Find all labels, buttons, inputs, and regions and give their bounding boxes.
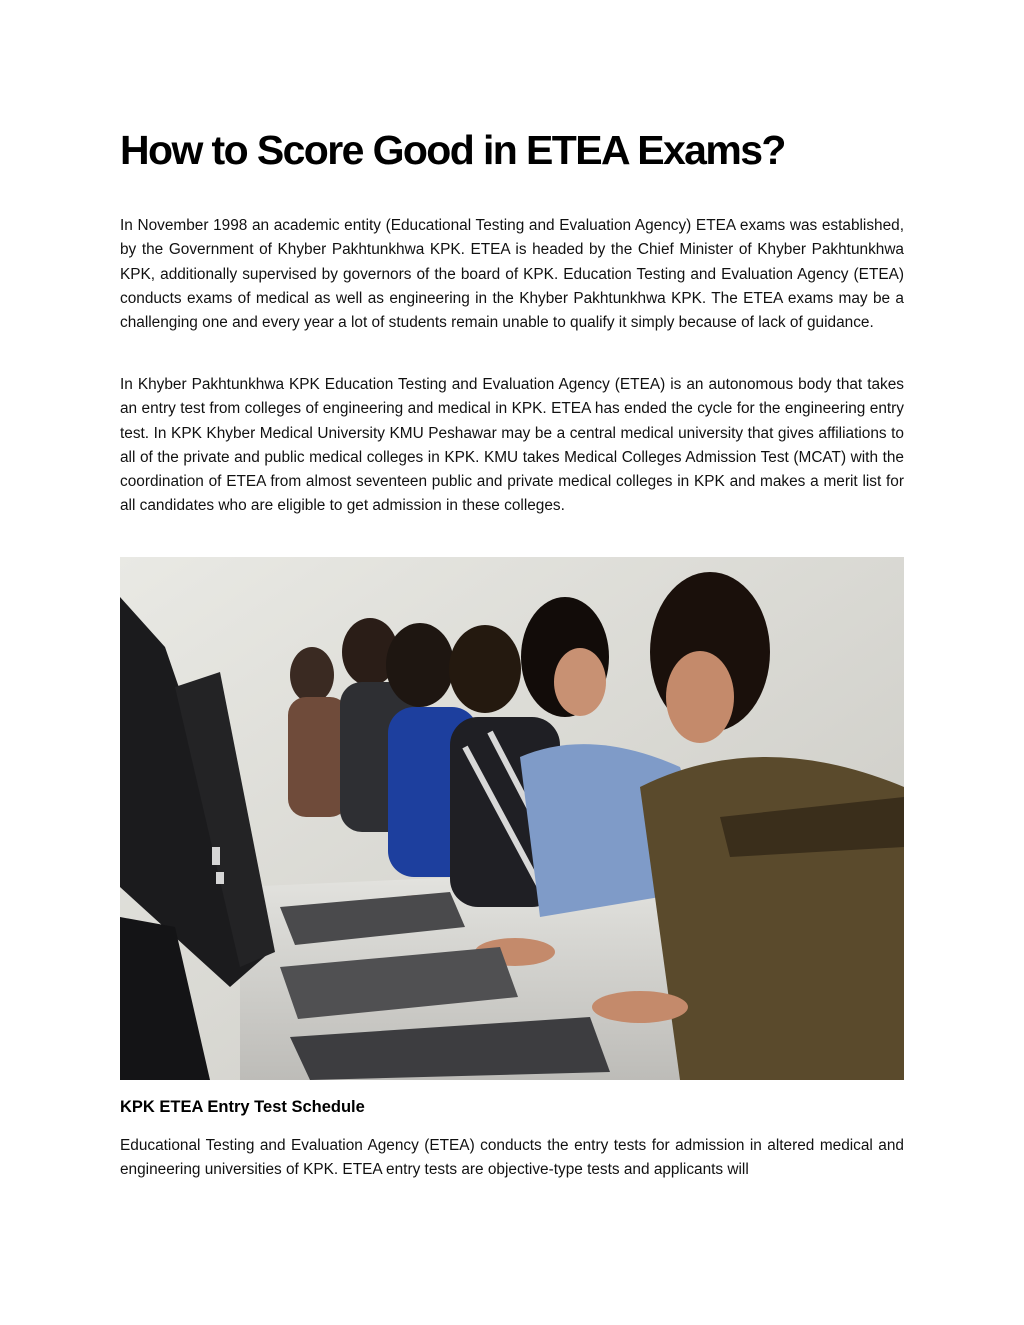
intro-paragraph: In November 1998 an academic entity (Educational Testing and Evaluation Agency) ETEA exams was established, by the Government of Khyber Pakhtunkhwa KPK. ETEA is headed by the Chief Minister of Khyber Pakhtunkhwa KPK, additionally supervised by governors of the board of KPK. Education Testing and Evaluation Agency (ETEA) conducts exams of medical as well as engineering in the Khyber Pakhtunkhwa KPK. The ETEA exams may be a challenging one and every year a lot of students remain unable to qualify it simply because of lack of guidance. <box>120 217 904 332</box>
section-heading: KPK ETEA Entry Test Schedule <box>120 1098 365 1116</box>
section-paragraph: Educational Testing and Evaluation Agency (ETEA) conducts the entry tests for admission in altered medical and engineering universities of KPK. ETEA entry tests are objective-type tests and applicants will <box>120 1137 904 1179</box>
second-paragraph: In Khyber Pakhtunkhwa KPK Education Testing and Evaluation Agency (ETEA) is an autonomous body that takes an entry test from colleges of engineering and medical in KPK. ETEA has ended the cycle for the engineering entry test. In KPK Khyber Medical University KMU Peshawar may be a central medical university that gives affiliations to all of the private and public medical colleges in KPK. KMU takes Medical Colleges Admission Test (MCAT) with the coordination of ETEA from almost seventeen public and private medical colleges in KPK and makes a merit list for all candidates who are eligible to get admission in these colleges. <box>120 376 904 515</box>
students-exam-photo <box>120 557 904 1080</box>
page-title: How to Score Good in ETEA Exams? <box>120 127 785 173</box>
photo-illustration <box>120 557 904 1080</box>
